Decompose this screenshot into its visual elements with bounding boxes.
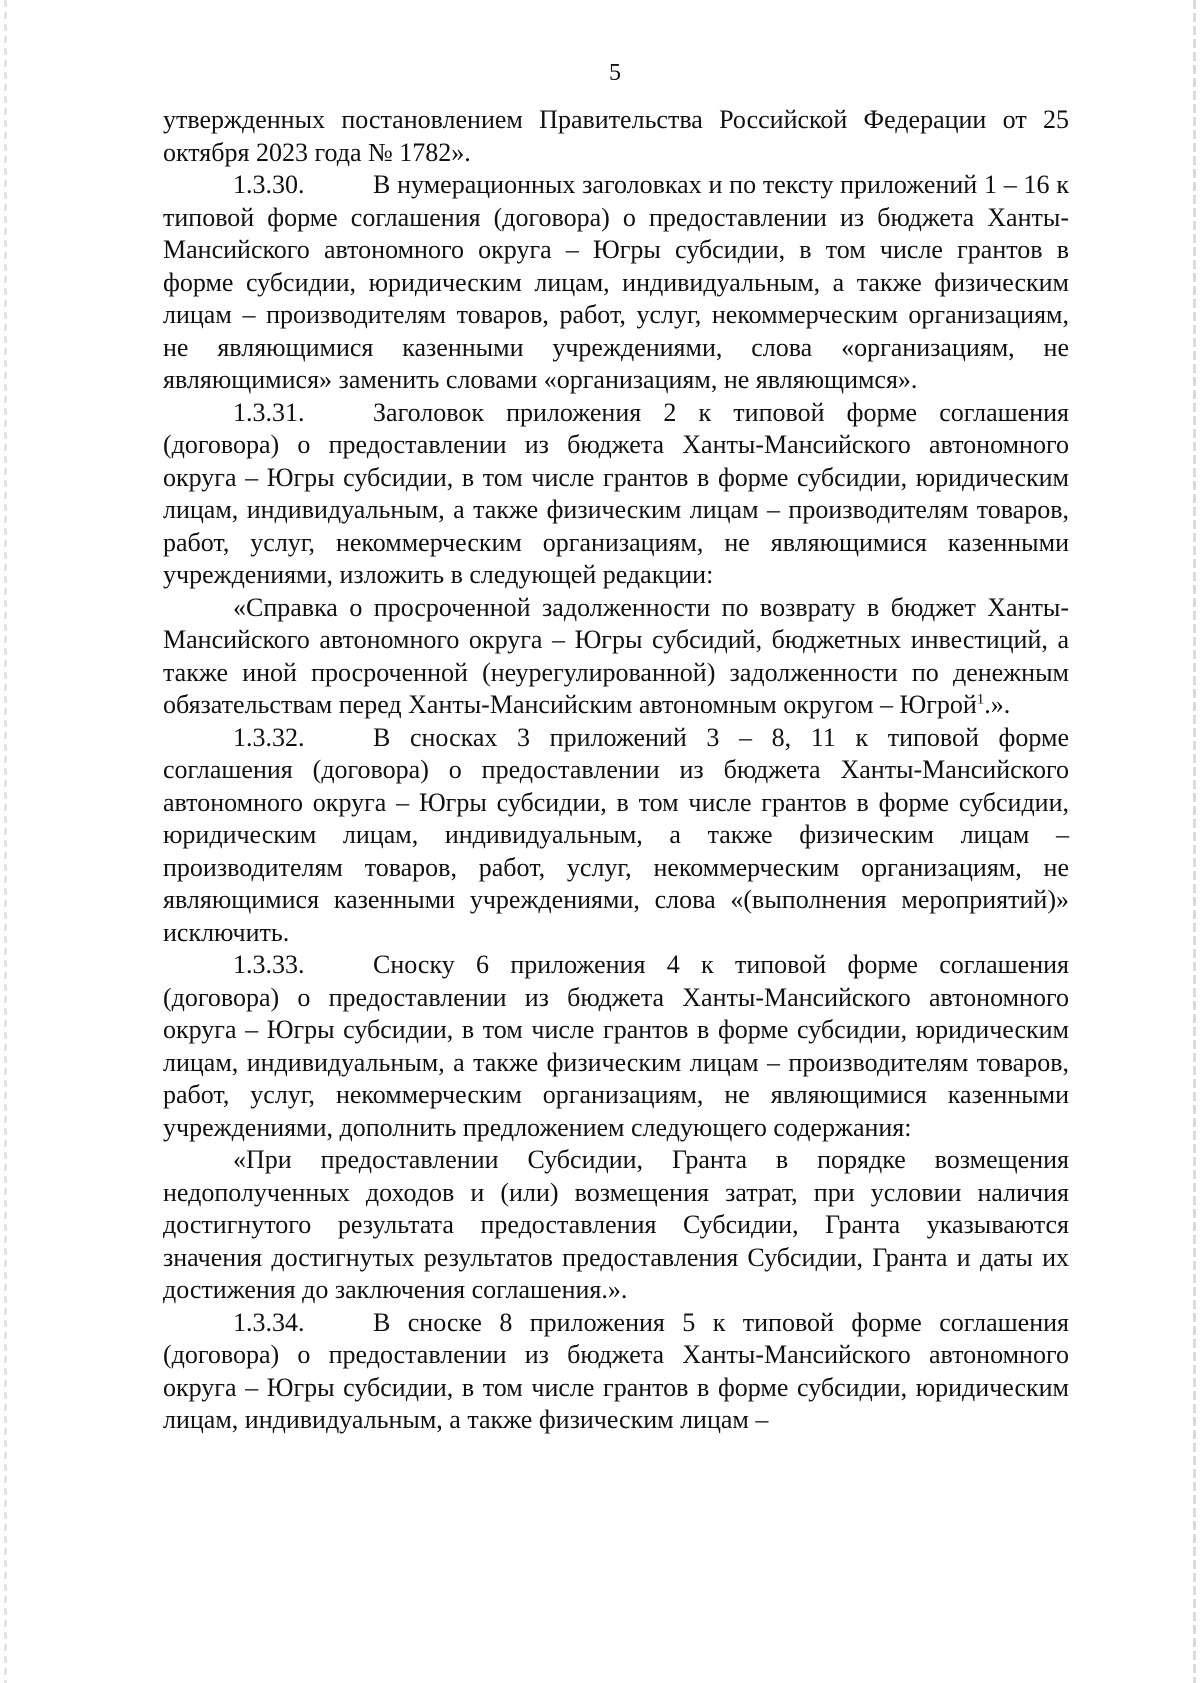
paragraph-1-3-31	[163, 397, 1069, 592]
item-number: 1.3.30.	[233, 170, 305, 199]
paragraph-1-3-32	[163, 722, 1069, 950]
paragraph-text: Заголовок приложения 2 к типовой форме соглашения (договора) о предоставлении из бюджета Ханты-Мансийского автономного округа – Югры субсидии, в том числе грантов в форме субсидии, юридическим лицам, индивидуальным, а также физическим лицам – производителям товаров, работ, услуг, некоммерческим организациям, не являющимися казенными учреждениями, изложить в следующей редакции:	[163, 397, 1069, 589]
scan-edge-left	[4, 0, 7, 1683]
quote-text: «Справка о просроченной задолженности по возврату в бюджет Ханты-Мансийского автономного округа – Югры субсидий, бюджетных инвестиций, а также иной просроченной (неурегулированной) задолженности по денежным обязательствам перед Ханты-Мансийским автономным округом – Югрой	[163, 592, 1069, 719]
paragraph-text: В сноске 8 приложения 5 к типовой форме соглашения (договора) о предоставлении из бюджета Ханты-Мансийского автономного округа – Югры субсидии, в том числе грантов в форме субсидии, юридическим лицам, индивидуальным, а также физическим лицам –	[163, 1307, 1069, 1434]
footnote-marker: 1	[976, 691, 985, 708]
paragraph-text: Сноску 6 приложения 4 к типовой форме соглашения (договора) о предоставлении из бюджета Ханты-Мансийского автономного округа – Югры субсидии, в том числе грантов в форме субсидии, юридическим лицам, индивидуальным, а также физическим лицам – производителям товаров, работ, услуг, некоммерческим организациям, не являющимися казенными учреждениями, дополнить предложением следующего содержания:	[163, 950, 1069, 1142]
item-number: 1.3.34.	[233, 1307, 305, 1337]
paragraph-text: В нумерационных заголовках и по тексту приложений 1 – 16 к типовой форме соглашения (договора) о предоставлении из бюджета Ханты-Мансийского автономного округа – Югры субсидии, в том числе грантов в форме субсидии, юридическим лицам, индивидуальным, а также физическим лицам – производителям товаров, работ, услуг, некоммерческим организациям, не являющимися казенными учреждениями, слова «организациям, не являющимися» заменить словами «организациям, не являющимся».	[163, 170, 1069, 394]
item-number: 1.3.33.	[233, 950, 305, 979]
paragraph-text: В сносках 3 приложений 3 – 8, 11 к типовой форме соглашения (договора) о предоставлении из бюджета Ханты-Мансийского автономного округа – Югры субсидии, в том числе грантов в форме субсидии, юридическим лицам, индивидуальным, а также физическим лицам – производителям товаров, работ, услуг, некоммерческим организациям, не являющимися казенными учреждениями, слова «(выполнения мероприятий)» исключить.	[163, 722, 1069, 947]
document-body	[163, 104, 1069, 1437]
quote-new-title	[163, 592, 1069, 722]
paragraph-1-3-33	[163, 949, 1069, 1144]
paragraph-continuation	[163, 104, 1069, 169]
item-number: 1.3.31.	[233, 397, 305, 427]
scan-edge-right	[1193, 0, 1196, 1683]
quote-text: «При предоставлении Субсидии, Гранта в порядке возмещения недополученных доходов и (или) возмещения затрат, при условии наличия достигнутого результата предоставления Субсидии, Гранта указываются значения достигнутых результатов предоставления Субсидии, Гранта и даты их достижения до заключения соглашения.».	[163, 1145, 1069, 1304]
paragraph-1-3-30	[163, 169, 1069, 397]
paragraph-text: утвержденных постановлением Правительства Российской Федерации от 25 октября 2023 года № 1782».	[163, 105, 1069, 167]
paragraph-1-3-34	[163, 1307, 1069, 1437]
page-number: 5	[609, 60, 621, 86]
quote-added-sentence	[163, 1144, 1069, 1307]
quote-tail: .».	[984, 690, 1011, 719]
item-number: 1.3.32.	[233, 722, 305, 752]
